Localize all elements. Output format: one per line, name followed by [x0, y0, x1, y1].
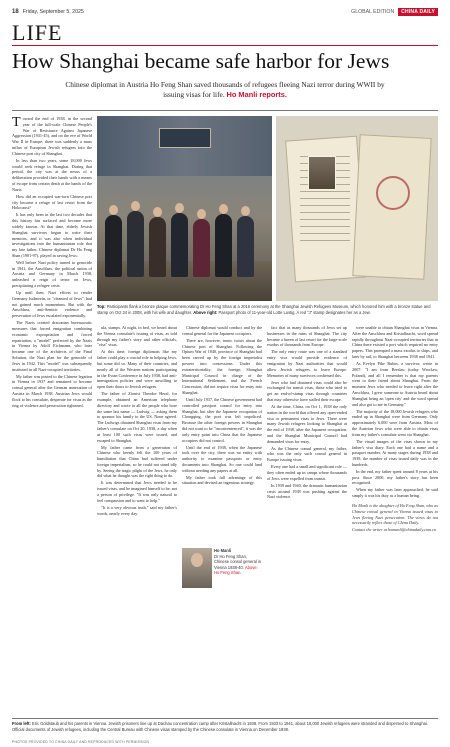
paragraph: In less than two years, some 18,000 Jews would seek refuge in Shanghai. During that period, the city was at the nexus of a deliberation provided their hands with a means of escape from certain death at the hands of the Nazis. — [12, 157, 92, 192]
author-bio: Ho Manli is the daughter of Ho Feng Shan, who as Chinese consul general in Vienna issued visas to Jews fleeing Nazi persecution. The views do not necessarily reflect those of China Daily. — [352, 503, 438, 526]
footer-divider — [12, 718, 438, 719]
paragraph: The visual images of the visas shown in my father's visa diary. Each one had a name and a passport number. At many stages during 1938 and 1939, the number of visas issued daily was in the hundreds. — [352, 438, 438, 467]
headline-divider — [12, 110, 438, 111]
paragraph: The majority of the 18,000 Jewish refugees who ended up in Shanghai were from Germany. Only approximately 6,000 were from Austria. Most of the Austrian Jews who were able to obtain visas from my father's consulate went via Shanghai. — [352, 408, 438, 437]
caption-label: Above right: — [193, 309, 218, 315]
paragraph: "It is a very obvious truth," said my father's words, nearly every day. — [97, 504, 177, 516]
paragraph: oward the end of 1938, in the second year of the full-scale Chinese People's War of Resistance Against Japanese Aggression (1931-45), and on the eve of World War II in Europe, there was suddenly a mass influx of European Jewish refugees into the Chinese port city of Shanghai. — [12, 116, 92, 156]
paragraph: My father took full advantage of this situation and devised an ingenious strategy. — [182, 474, 262, 486]
person-figure — [215, 214, 232, 277]
paragraph: Up until then, Nazi efforts to render Germany Judenrein, or "cleansed of Jews", had not gained much momentum. But with the Anschluss, anti-Semitic violence and persecution of Jews escalated exponentially. — [12, 290, 92, 319]
paragraph: It has only been in the last two decades that this history has surfaced and become more widely known. At that time, elderly Jewish Shanghai survivors began to write their memoirs, and it was also when individual investigations into the humanitarian role that my late father, Chinese diplomat Dr Ho Feng Shan (1901-97), played in saving Jews. — [12, 212, 92, 258]
brand-logo: CHINA DAILY — [398, 8, 438, 16]
paragraph: The only entry route was one of a standard entry visa would provide evidence of emigration by Nazi authorities that would allow Jewish refugees to leave Europe. Memories of many survivors confirmed this. — [267, 349, 347, 378]
paragraph: Every one had a small and significant role — they often ended up in camps where thousands of Jews were expelled from transit. — [267, 464, 347, 481]
author-caption — [214, 548, 262, 576]
caption-label: Ho Manli — [214, 548, 232, 553]
caption-text: Eric Goldstaub and his parents in Vienna. Jewish prisoners line up at Dachau concentration camp after Kristallnacht in 1938. From 1933 to 1941, about 18,000 Jewish refugees were stranded and dispersed to Shanghai. Official documents of Jewish refugees, including the Central Bureau with Chinese visas stamped by the Chinese consulate in Vienna on December 1938. — [12, 721, 428, 732]
passport-portrait — [308, 156, 336, 190]
paragraph: fact that as many thousands of Jews set up businesses in the ruins of Shanghai. The city became a haven of last resort for the large-scale exodus of thousands from Europe. — [267, 325, 347, 348]
person-figure — [171, 213, 188, 277]
caption-text: Participants flank a bronze plaque commemorating Dr Ho Feng Shan at a 2016 ceremony at the Shanghai Jewish Refugees Museum, which honored him with a bronze statue and stamp on Oct 24 in 2008, with his wife and daughter. — [97, 304, 431, 315]
paragraph: Until the end of 1938, when the Japanese took over the city, there was no entity with authority to examine passports or entry documents into Shanghai. So one could land without needing any papers at all. — [182, 444, 262, 473]
paragraph: The Nazis created draconian bureaucratic measures that forced emigration combining economic expropriation and forced repatriation, a "model" perfected by the Nazis in Vienna by Adolf Eichmann, who later became one of the architects of the Final Solution, the Nazi plan for the genocide of Jews in 1942. This "model" was subsequently instituted in all Nazi-occupied territories. — [12, 320, 92, 372]
byline: Ho Manli reports. — [226, 90, 287, 100]
paragraph: My father was posted to the Chinese legation in Vienna in 1937 and remained to become consul general after the German annexation of Austria in March 1938. Austrian Jews would flock to his consulate, desperate for visas as the ring of violence and persecution tightened. — [12, 373, 92, 408]
author-photo — [182, 548, 212, 588]
paragraph: It was determined that Jews needed to be issued visas, and he imagined himself to be, not a person of privilege. "It was only natural to feel compassion and to want to help." — [97, 480, 177, 503]
paragraph: At this time, foreign diplomats like my father could play a crucial role in helping Jews, but some did so. Many of their countries, and nearly all of the Western nations participating in the Evian Conference in July 1938, had anti-immigration policies and were unwilling to open their doors to Jewish refugees. — [97, 349, 177, 390]
paragraph: In 1939 and 1940, the dramatic humanitarian crisis around 1938 was pushing against the Nazi violence. — [267, 482, 347, 500]
paragraph: ula, stamps. At night, in bed, we heard about the Vienna consulate's issuing of visas, as told through my father's story and other officials, "visa" visas. — [97, 325, 177, 348]
caption-text: Above: Ho Feng Shan. — [214, 564, 258, 576]
edition-label: GLOBAL EDITION — [351, 9, 395, 15]
deck-text: Chinese diplomat in Austria Ho Feng Shan saved thousands of refugees fleeing Nazi terror during WWII by issuing visas for life. — [65, 80, 385, 100]
paragraph: Jews who had obtained visas could also be exchanged for transit visas, those who tried to get an end-of-stamp visas through countries that may otherwise have stalled their escape. — [267, 379, 347, 402]
paragraph: There are, however, ironic twists about the Chinese port of Shanghai. Following the Opium War of 1840, province of Shanghai had been carved up by the foreign imperialist powers into concessions. Under this extraterritoriality, the foreign Shanghai Municipal Council in charge of the International Settlement, and the French Concession, did not require visas for entry into Shanghai. — [182, 337, 262, 395]
person-figure — [193, 219, 210, 277]
paragraph: My father came from a generation of Chinese who keenly felt the 100 years of humiliation that China had suffered under foreign imperialism, so he could not stand idly by. Seeing the tragic plight of the Jews, he only did what he thought was the right thing to do. — [97, 444, 177, 479]
photo-credit: PHOTOS PROVIDED TO CHINA DAILY AND REPRODUCED WITH PERMISSION — [12, 740, 150, 744]
article-column-1 — [12, 116, 92, 716]
ceremony-photo — [97, 116, 272, 301]
headline: How Shanghai became safe harbor for Jews — [12, 49, 390, 73]
paragraph: Chinese diplomat would conduct and by the consul general for the Japanese occupiers. — [182, 325, 262, 336]
person-figure — [127, 211, 144, 277]
page-number: 18 — [12, 9, 19, 15]
paragraph: The father of Zionist Theodor Herzl, for example, obtained an American telephone directory and wrote to all the people who bore the same last name — Ludwig — asking them to sponsor his family to the US. None agreed. The Ludwigs obtained Shanghai visas from my father's consulate on Oct 20, 1938, a day when at least 100 such visas were issued, and escaped to Shanghai. — [97, 391, 177, 443]
deck — [60, 80, 390, 100]
article-column-4 — [267, 325, 347, 716]
section-divider — [12, 45, 438, 46]
paragraph: At the time, China, on Oct 1, 1938 the only nation in the world that offered any open-ended visa or permanent visas to Jews. There were many Jewish refugees looking to Shanghai at the end of 1938, after the Japanese occupation, and the Shanghai Municipal Council had demanded visas for entry. — [267, 403, 347, 444]
article-column-2 — [97, 325, 177, 716]
caption-label: Top: — [97, 304, 106, 309]
caption-text: Dr Ho Feng Shan, Chinese consul general in Vienna 1938-40. — [214, 553, 262, 570]
paragraph: How did an occupied war-torn Chinese port city become a refuge of last resort from the Holocaust? — [12, 193, 92, 211]
paragraph: Well before Nazi policy turned to genocide in 1941, the Anschluss, the political union of Austria and Germany in March 1938, unleashed a reign of terror on Jews, precipitating a refugee crisis. — [12, 259, 92, 289]
page-header — [12, 7, 438, 17]
passport-photo — [276, 116, 438, 301]
person-figure — [105, 215, 122, 277]
bronze-plaque — [159, 128, 211, 148]
caption-label: From left: — [12, 721, 31, 726]
article-column-3 — [182, 325, 262, 716]
person-figure — [149, 217, 166, 277]
paragraph: As the Chinese consul general, my father, who was the only such consul general in Europe issuing visas. — [267, 445, 347, 463]
paragraph: When my father was later approached, he said simply it was his duty as a human being. — [352, 487, 438, 499]
caption-text: Passport photo of 11-year-old Lotte Lustig. A red "J" stamp designates her as a Jew. — [218, 309, 371, 315]
paragraph: In the end, my father spent around 8 years at his post. Since 2000, my father's story has been recognised. — [352, 468, 438, 486]
section-title: LIFE — [12, 20, 63, 45]
visa-stamp — [376, 176, 410, 210]
paragraph: were unable to obtain Shanghai visas in Vienna. After the Anschluss and Kristallnacht, word spread rapidly throughout Nazi-occupied territories that in China there existed a port which required no entry papers. This prompted a mass exodus to ships, and later by rail, to Shanghai between 1938 and 1941. — [352, 325, 438, 359]
paragraph: As Evelyn Pike Rubin, a survivor, wrote in 2007: "I am from Breslau (today Wroclaw, Poland), and all I remember is that my parents went to their friend about Shanghai. From the moment Jews who needed to leave right after the Anschluss, I grew someone to Austria heard about Shanghai being an 'open city' and the word spread and also got to me in Germany." — [352, 360, 438, 407]
contact-line: Contact the writer at homanli@chinadaily.com.cn — [352, 527, 437, 533]
publication-date: Friday, September 5, 2025 — [22, 9, 84, 15]
photo-caption — [97, 304, 438, 315]
drop-cap: T — [12, 116, 21, 130]
paragraph: Until July 1937, the Chinese government had controlled passport control for entry into Shanghai, but after the Japanese occupation of Chongqing, the port was left unpoliced. Because the other foreign powers in Shanghai did not want to be "inconvenienced", it was the only entry point into China that the Japanese occupiers did not control. — [182, 396, 262, 443]
bottom-caption — [12, 721, 438, 732]
person-figure — [237, 216, 254, 277]
article-column-5 — [352, 325, 438, 716]
